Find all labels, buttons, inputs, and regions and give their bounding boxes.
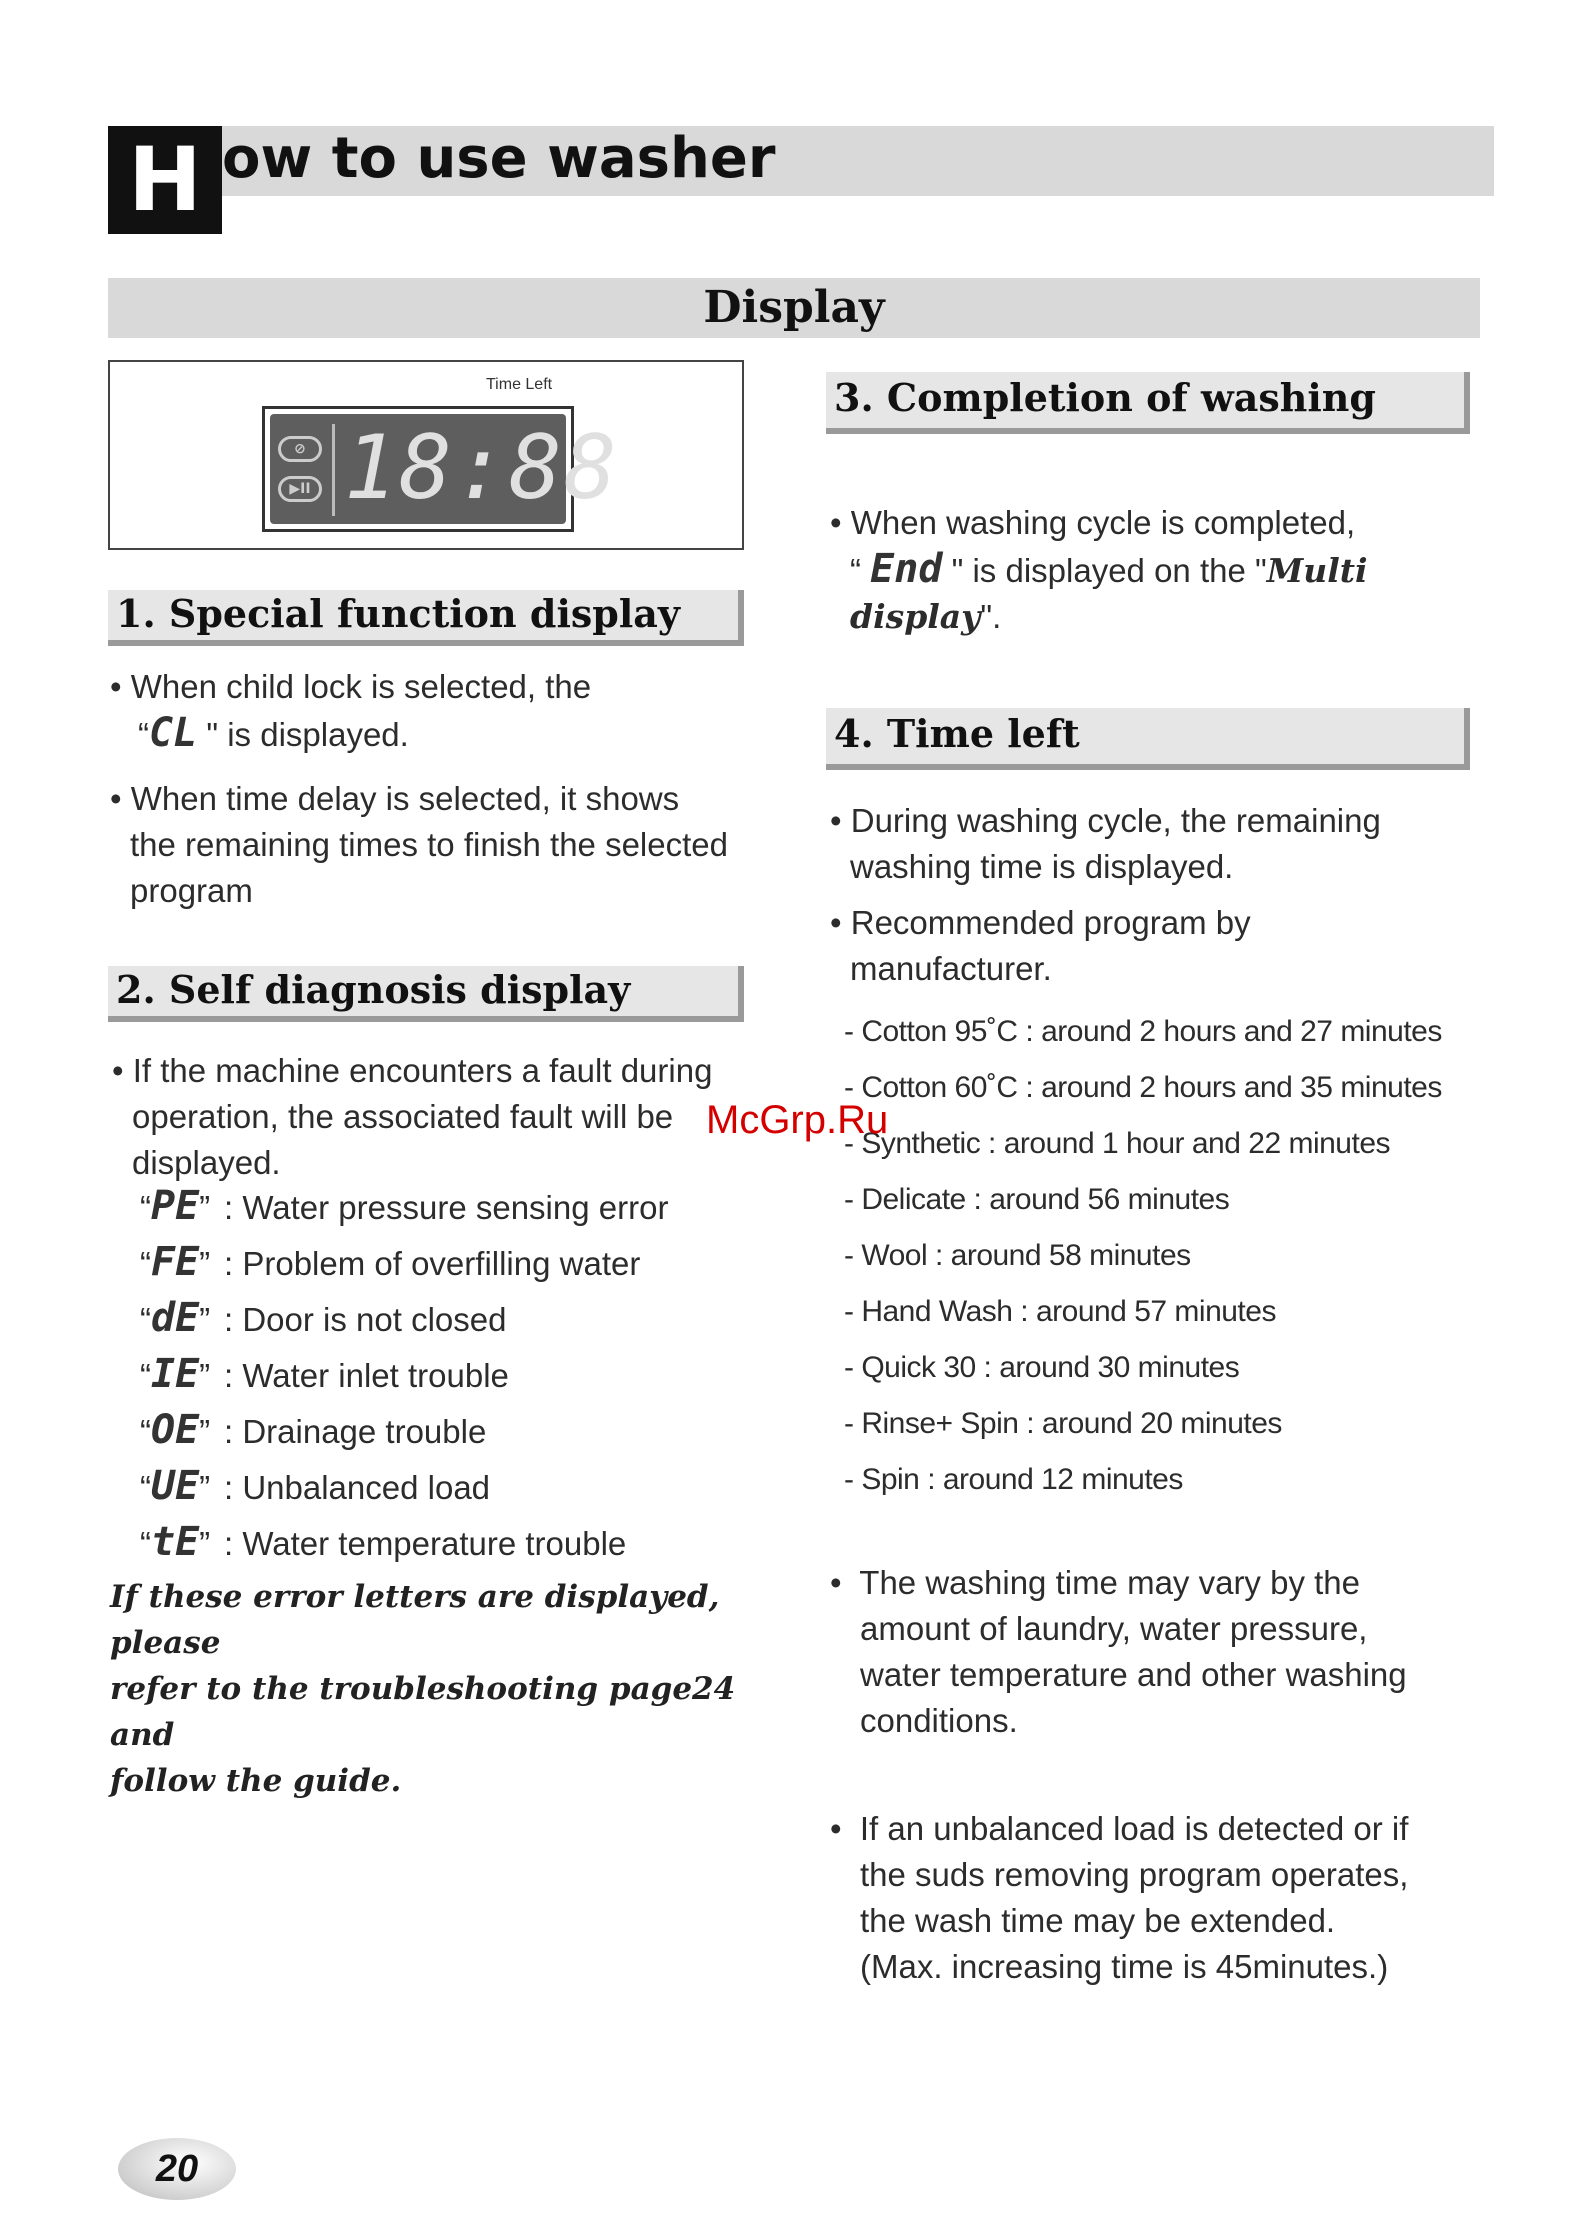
- list-item: • The washing time may vary by the: [830, 1564, 1361, 1601]
- section-1-body: [110, 664, 750, 914]
- error-row-ue: “UE” : Unbalanced load: [140, 1463, 491, 1509]
- list-item: • If the machine encounters a fault during: [112, 1052, 713, 1089]
- section-3-heading: 3. Completion of washing: [826, 372, 1470, 434]
- watermark: McGrp.Ru: [706, 1098, 889, 1142]
- error-row-te: “tE” : Water temperature trouble: [140, 1519, 627, 1565]
- text-line: amount of laundry, water pressure,: [860, 1610, 1368, 1647]
- list-item: • When washing cycle is completed,: [830, 504, 1356, 541]
- text-line: refer to the troubleshooting page24 and: [110, 1671, 736, 1753]
- list-item: - Wool : around 58 minutes: [844, 1239, 1191, 1272]
- child-lock-icon: ⊘: [278, 436, 322, 462]
- list-item: - Cotton 95˚C : around 2 hours and 27 minutes: [844, 1015, 1442, 1048]
- list-item: • When time delay is selected, it shows: [110, 780, 680, 817]
- text-line: the wash time may be extended.: [860, 1902, 1336, 1939]
- program-time-list: [844, 1004, 1484, 1508]
- text-line: displayed.: [132, 1144, 281, 1181]
- lcd-separator: [332, 424, 335, 516]
- text-line: the suds removing program operates,: [860, 1856, 1409, 1893]
- error-row-de: “dE” : Door is not closed: [140, 1295, 507, 1341]
- list-item: - Hand Wash : around 57 minutes: [844, 1295, 1276, 1328]
- text-line: the remaining times to finish the selected: [130, 826, 728, 863]
- section-1-heading: 1. Special function display: [108, 590, 744, 646]
- section-2-heading: 2. Self diagnosis display: [108, 966, 744, 1022]
- page-title: ow to use washer: [222, 126, 776, 191]
- text-line: If these error letters are displayed, please: [110, 1579, 720, 1661]
- error-row-fe: “FE” : Problem of overfilling water: [140, 1239, 641, 1285]
- list-item: • If an unbalanced load is detected or if: [830, 1810, 1409, 1847]
- list-item: - Synthetic : around 1 hour and 22 minutes: [844, 1127, 1391, 1160]
- play-pause-icon: ▶II: [278, 476, 322, 502]
- text-line: manufacturer.: [850, 950, 1052, 987]
- washing-time-note: [830, 1560, 1480, 1744]
- text-line: (Max. increasing time is 45minutes.): [860, 1948, 1389, 1985]
- error-row-oe: “OE” : Drainage trouble: [140, 1407, 487, 1453]
- lcd-digits: 18:88: [344, 416, 619, 519]
- list-item: “CL " is displayed.: [138, 710, 409, 756]
- error-code-list: [140, 1184, 760, 1576]
- time-left-label: Time Left: [486, 376, 553, 393]
- list-item: - Rinse+ Spin : around 20 minutes: [844, 1407, 1282, 1440]
- text-line: operation, the associated fault will be: [132, 1098, 674, 1135]
- text-line: “ End " is displayed on the "Multi: [850, 546, 1368, 592]
- error-row-ie: “IE” : Water inlet trouble: [140, 1351, 509, 1397]
- text-line: follow the guide.: [110, 1763, 402, 1799]
- child-lock-code: CL: [149, 710, 198, 756]
- header-initial: H: [108, 126, 222, 234]
- page-number: 20: [118, 2138, 236, 2200]
- text-line: display".: [850, 597, 1002, 636]
- list-item: • Recommended program by: [830, 904, 1251, 941]
- section-2-intro: [112, 1048, 772, 1186]
- text-line: water temperature and other washing: [860, 1656, 1407, 1693]
- section-4-heading: 4. Time left: [826, 708, 1470, 770]
- unbalanced-load-note: [830, 1806, 1480, 1990]
- end-code: End: [870, 546, 943, 592]
- section-3-body: [830, 500, 1480, 640]
- list-item: - Cotton 60˚C : around 2 hours and 35 minutes: [844, 1071, 1442, 1104]
- list-item: - Delicate : around 56 minutes: [844, 1183, 1230, 1216]
- troubleshooting-note: [110, 1574, 770, 1804]
- list-item: - Spin : around 12 minutes: [844, 1463, 1183, 1496]
- list-item: - Quick 30 : around 30 minutes: [844, 1351, 1240, 1384]
- list-item: • When child lock is selected, the: [110, 668, 592, 705]
- section-4-intro: [830, 798, 1480, 992]
- text-line: conditions.: [860, 1702, 1018, 1739]
- text-line: washing time is displayed.: [850, 848, 1234, 885]
- display-heading: Display: [108, 278, 1480, 338]
- text-line: program: [130, 872, 253, 909]
- error-row-pe: “PE” : Water pressure sensing error: [140, 1183, 669, 1229]
- list-item: • During washing cycle, the remaining: [830, 802, 1381, 839]
